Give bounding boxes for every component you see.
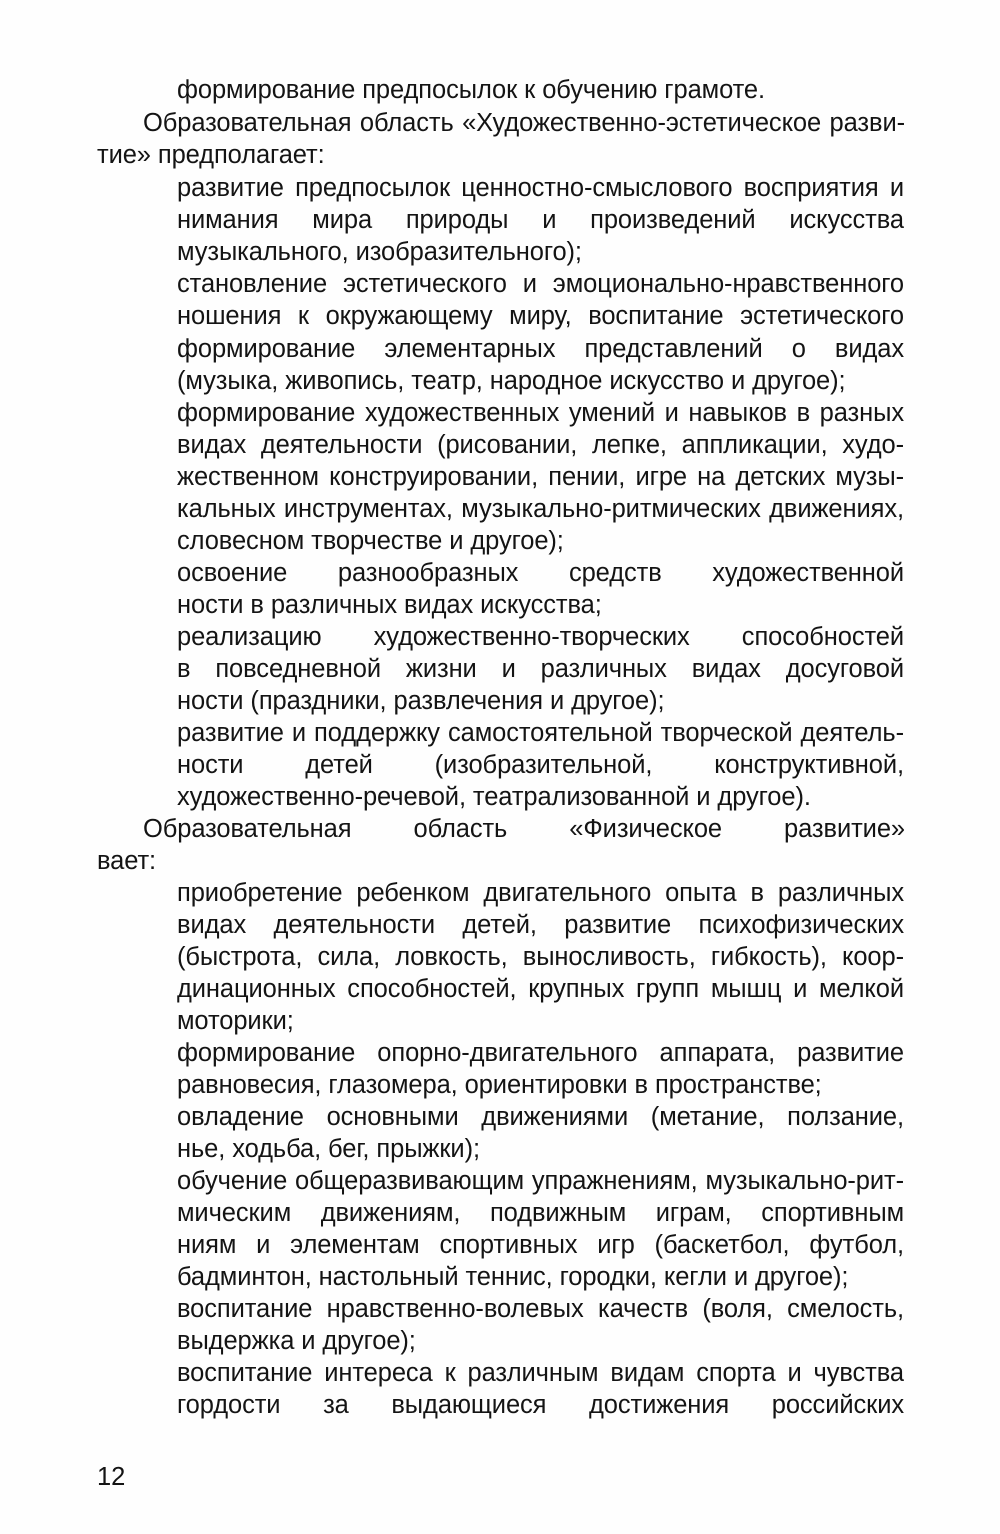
text-line: кальных инструментах, музыкально-ритмических движениях, [177,495,904,523]
list-item-line: воспитание нравственно-волевых качеств (воля, смелость, [177,1295,904,1323]
text-line: ности в различных видах искусства; [177,591,602,619]
list-item-line: приобретение ребенком двигательного опыта в различных [177,879,904,907]
text-line: видах деятельности детей, развитие психофизических [177,911,904,939]
list-item-line: развитие и поддержку самостоятельной творческой деятель- [177,719,904,747]
text-line: динационных способностей, крупных групп мышц и мелкой [177,975,904,1003]
list-item-line: воспитание интереса к различным видам спорта и чувства [177,1359,904,1387]
text-line: художественно-речевой, театрализованной и другое). [177,783,811,811]
text-line: выдержка и другое); [177,1327,416,1355]
list-item-line: реализацию художественно-творческих способностей [177,623,904,651]
paragraph-first-line: Образовательная область «Физическое развитие» [143,815,905,843]
text-line: формирование предпосылок к обучению грамоте. [177,76,765,104]
text-line: равновесия, глазомера, ориентировки в пространстве; [177,1071,822,1099]
text-line: словесном творчестве и другое); [177,527,564,555]
text-line: ниям и элементам спортивных игр (баскетбол, футбол, [177,1231,904,1259]
text-line: ношения к окружающему миру, воспитание эстетического [177,302,904,330]
paragraph-first-line: Образовательная область «Художественно-эстетическое разви- [143,109,905,137]
list-item-line: формирование элементарных представлений о видах [177,335,904,363]
list-item-line: формирование опорно-двигательного аппарата, развитие [177,1039,904,1067]
list-item-line: развитие предпосылок ценностно-смыслового восприятия и [177,174,904,202]
text-line: тие» предполагает: [97,141,325,169]
text-line: музыкального, изобразительного); [177,238,582,266]
text-line: моторики; [177,1007,294,1035]
text-line: гордости за выдающиеся достижения российских [177,1391,904,1419]
text-line: видах деятельности (рисовании, лепке, аппликации, худо- [177,431,904,459]
text-line: жественном конструировании, пении, игре на детских музы- [177,463,904,491]
text-line: ности (праздники, развлечения и другое); [177,687,665,715]
text-line: бадминтон, настольный теннис, городки, кегли и другое); [177,1263,849,1291]
text-line: нимания мира природы и произведений искусства [177,206,904,234]
text-line: (музыка, живопись, театр, народное искусство и другое); [177,367,846,395]
text-line: в повседневной жизни и различных видах досуговой [177,655,904,683]
list-item-line: формирование художественных умений и навыков в разных [177,399,904,427]
list-item-line: овладение основными движениями (метание, ползание, [177,1103,904,1131]
list-item-line: обучение общеразвивающим упражнениям, музыкально-рит- [177,1167,904,1195]
text-line: (быстрота, сила, ловкость, выносливость, гибкость), коор- [177,943,904,971]
text-line: вает: [97,847,157,875]
text-line: мическим движениям, подвижным играм, спортивным [177,1199,904,1227]
page-number: 12 [97,1463,126,1491]
list-item-line: становление эстетического и эмоционально-нравственного [177,270,904,298]
text-line: ности детей (изобразительной, конструктивной, [177,751,904,779]
list-item-line: освоение разнообразных средств художественной [177,559,904,587]
text-line: нье, ходьба, бег, прыжки); [177,1135,480,1163]
